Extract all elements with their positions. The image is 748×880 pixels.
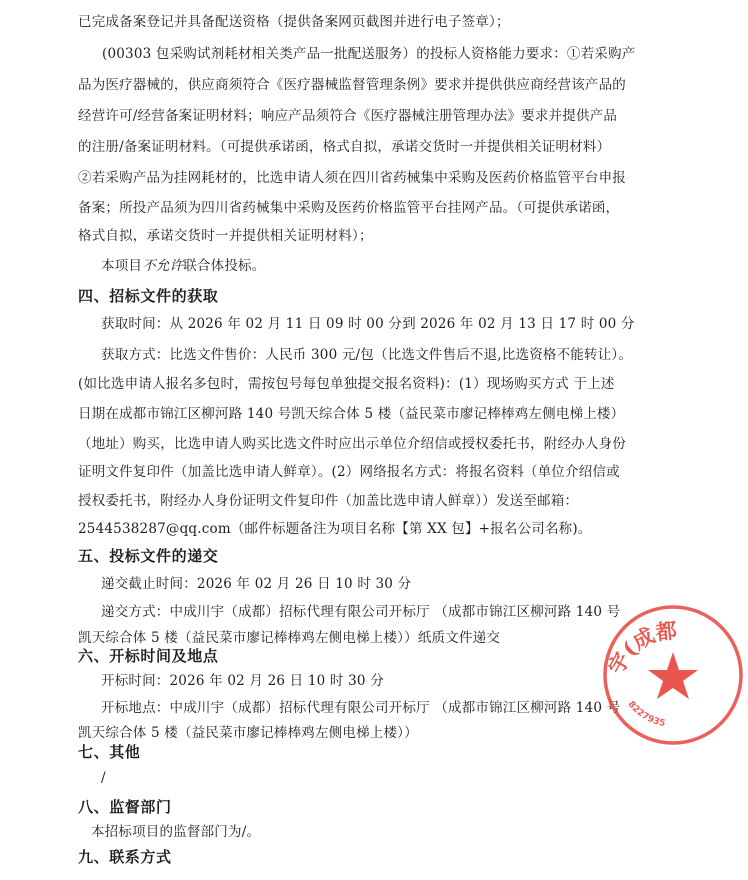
consortium-not-allowed: 不允许 (142, 258, 184, 274)
opening-location: 开标地点：中成川宇（成都）招标代理有限公司开标厅 （成都市锦江区柳河路 140 号 (101, 700, 621, 716)
obtain-method: 获取方式：比选文件售价：人民币 300 元/包（比选文件售后不退,比选资格不能转让）。 (101, 347, 633, 363)
consortium-statement: 本项目不允许联合体投标。 (101, 258, 266, 274)
obtain-email-line: 2544538287@qq.com（邮件标题备注为项目名称【第 XX 包】+报名公司名称)。 (78, 521, 592, 537)
obtain-method-line: (如比选申请人报名多包时，需按包号每包单独提交报名资料)：(1）现场购买方式 于上述 (78, 376, 615, 392)
qualification-text-line: (00303 包采购试剂耗材相关类产品一批配送服务）的投标人资格能力要求：①若采购产 (102, 46, 636, 62)
qualification-text-line: 经营许可/经营备案证明材料；响应产品须符合《医疗器械注册管理办法》要求并提供产品 (78, 108, 618, 124)
section-heading-5: 五、投标文件的递交 (78, 547, 219, 565)
submission-deadline: 递交截止时间：2026 年 02 月 26 日 10 时 30 分 (101, 576, 412, 592)
qualification-text-line: 备案；所投产品须为四川省药械集中采购及医药价格监管平台挂网产品。（可提供承诺函， (78, 200, 620, 216)
company-seal-stamp (598, 600, 748, 750)
other-content: / (101, 770, 106, 786)
obtain-method-line: 日期在成都市锦江区柳河路 140 号凯天综合体 5 楼（益民菜市廖记棒棒鸡左侧电梯上楼） (78, 406, 625, 422)
section-heading-7: 七、其他 (78, 743, 141, 761)
submission-method-line: 凯天综合体 5 楼（益民菜市廖记棒棒鸡左侧电梯上楼））纸质文件递交 (78, 630, 501, 646)
qualification-text-line: 的注册/备案证明材料。（可提供承诺函，格式自拟，承诺交货时一并提供相关证明材料） (78, 139, 611, 155)
seal-text-top: 宇(成都 (602, 617, 679, 679)
obtain-method-line: 授权委托书，附经办人身份证明文件复印件（加盖比选申请人鲜章））发送至邮箱： (78, 493, 579, 509)
obtain-method-line: 证明文件复印件（加盖比选申请人鲜章）。(2）网络报名方式：将报名资料（单位介绍信或 (78, 464, 620, 480)
obtain-time: 获取时间：从 2026 年 02 月 11 日 09 时 00 分到 2026 年 02 月 13 日 17 时 00 分 (101, 316, 635, 332)
opening-location-line: 凯天综合体 5 楼（益民菜市廖记棒棒鸡左侧电梯上楼）） (78, 725, 418, 741)
section-heading-6: 六、开标时间及地点 (78, 647, 219, 665)
section-heading-9: 九、联系方式 (78, 848, 172, 866)
qualification-text-line: 格式自拟，承诺交货时一并提供相关证明材料）； (78, 228, 373, 244)
seal-star-icon (648, 652, 698, 699)
svg-text:8227935 (626, 700, 667, 730)
qualification-text-line: ②若采购产品为挂网耗材的，比选申请人须在四川省药械集中采购及医药价格监管平台申报 (78, 170, 626, 186)
supervision-dept: 本招标项目的监督部门为/。 (91, 824, 261, 840)
seal-text-bottom: 8227935 (625, 699, 667, 730)
opening-time: 开标时间：2026 年 02 月 26 日 10 时 30 分 (101, 673, 384, 689)
svg-text:宇(成都 (603, 618, 678, 679)
section-heading-4: 四、招标文件的获取 (78, 287, 219, 305)
qualification-text-line: 已完成备案登记并具备配送资格（提供备案网页截图并进行电子签章）； (78, 14, 510, 30)
section-heading-8: 八、监督部门 (78, 798, 172, 816)
qualification-text-line: 品为医疗器械的，供应商须符合《医疗器械监督管理条例》要求并提供供应商经营该产品的 (78, 77, 626, 93)
obtain-method-line: （地址）购买，比选申请人购买比选文件时应出示单位介绍信或授权委托书，附经办人身份 (78, 436, 626, 452)
submission-method: 递交方式：中成川宇（成都）招标代理有限公司开标厅 （成都市锦江区柳河路 140 号 (101, 604, 621, 620)
